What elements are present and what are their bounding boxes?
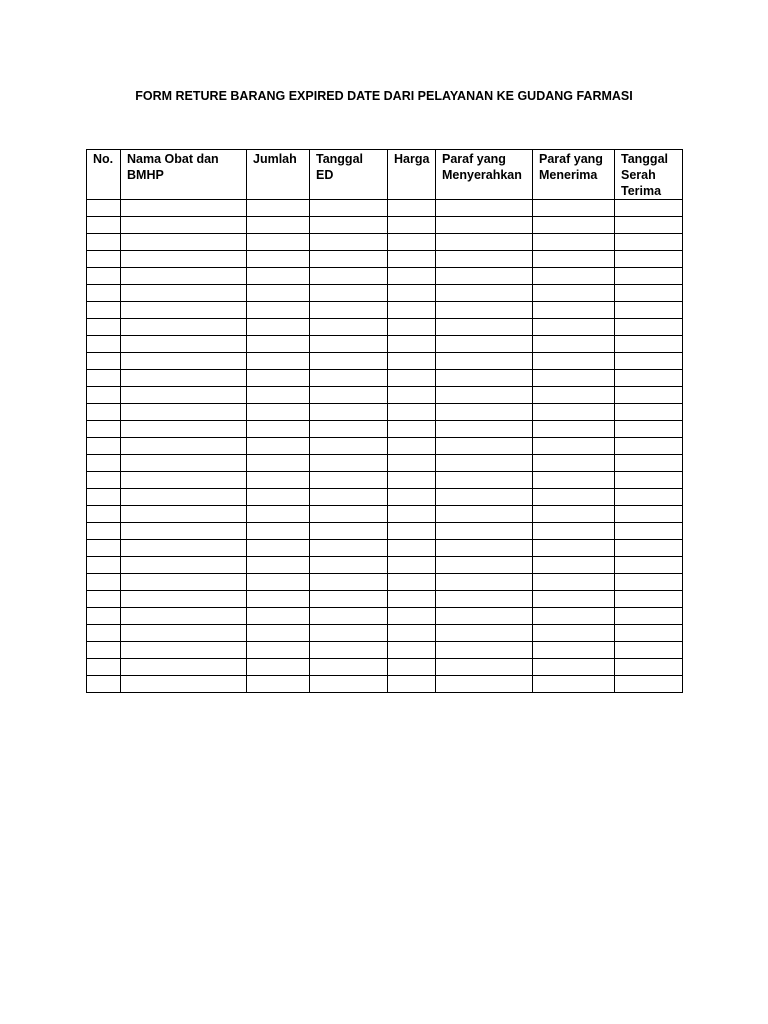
- table-cell: [388, 489, 436, 506]
- table-cell: [247, 506, 310, 523]
- table-cell: [615, 591, 683, 608]
- table-cell: [615, 455, 683, 472]
- table-cell: [310, 659, 388, 676]
- table-cell: [121, 200, 247, 217]
- table-cell: [87, 421, 121, 438]
- table-cell: [436, 370, 533, 387]
- table-cell: [436, 319, 533, 336]
- table-cell: [121, 659, 247, 676]
- table-cell: [533, 540, 615, 557]
- table-row: [87, 642, 683, 659]
- table-cell: [87, 489, 121, 506]
- table-cell: [533, 268, 615, 285]
- table-row: [87, 489, 683, 506]
- table-cell: [121, 523, 247, 540]
- table-cell: [310, 217, 388, 234]
- table-cell: [615, 404, 683, 421]
- table-cell: [121, 540, 247, 557]
- table-cell: [121, 591, 247, 608]
- table-cell: [87, 540, 121, 557]
- table-cell: [87, 336, 121, 353]
- table-cell: [310, 200, 388, 217]
- table-cell: [533, 251, 615, 268]
- table-cell: [615, 472, 683, 489]
- table-cell: [310, 625, 388, 642]
- table-cell: [436, 234, 533, 251]
- table-cell: [436, 523, 533, 540]
- table-cell: [310, 285, 388, 302]
- table-cell: [436, 200, 533, 217]
- table-cell: [388, 591, 436, 608]
- table-row: [87, 625, 683, 642]
- table-row: [87, 404, 683, 421]
- table-cell: [388, 540, 436, 557]
- table-cell: [310, 370, 388, 387]
- table-cell: [533, 319, 615, 336]
- table-cell: [310, 336, 388, 353]
- table-row: [87, 659, 683, 676]
- table-cell: [436, 285, 533, 302]
- table-cell: [533, 591, 615, 608]
- table-row: [87, 200, 683, 217]
- table-cell: [388, 574, 436, 591]
- table-cell: [247, 455, 310, 472]
- table-cell: [436, 217, 533, 234]
- table-row: [87, 608, 683, 625]
- table-row: [87, 506, 683, 523]
- table-cell: [121, 608, 247, 625]
- table-cell: [247, 404, 310, 421]
- table-row: [87, 676, 683, 693]
- table-cell: [121, 302, 247, 319]
- table-cell: [247, 591, 310, 608]
- table-cell: [310, 574, 388, 591]
- table-cell: [615, 642, 683, 659]
- table-cell: [436, 472, 533, 489]
- table-cell: [388, 319, 436, 336]
- table-row: [87, 353, 683, 370]
- table-cell: [388, 523, 436, 540]
- table-cell: [388, 472, 436, 489]
- table-cell: [121, 421, 247, 438]
- table-row: [87, 217, 683, 234]
- table-cell: [533, 574, 615, 591]
- table-cell: [436, 489, 533, 506]
- table-cell: [436, 302, 533, 319]
- table-row: [87, 472, 683, 489]
- table-cell: [533, 336, 615, 353]
- table-cell: [310, 676, 388, 693]
- table-cell: [533, 234, 615, 251]
- table-cell: [615, 438, 683, 455]
- table-cell: [121, 319, 247, 336]
- table-cell: [615, 234, 683, 251]
- table-cell: [436, 608, 533, 625]
- table-cell: [436, 455, 533, 472]
- table-cell: [87, 659, 121, 676]
- table-cell: [615, 302, 683, 319]
- table-body: [87, 200, 683, 693]
- table-cell: [388, 234, 436, 251]
- table-cell: [247, 336, 310, 353]
- table-row: [87, 438, 683, 455]
- table-cell: [87, 676, 121, 693]
- table-cell: [533, 200, 615, 217]
- table-cell: [436, 574, 533, 591]
- table-cell: [533, 438, 615, 455]
- table-cell: [121, 285, 247, 302]
- form-title: FORM RETURE BARANG EXPIRED DATE DARI PELAYANAN KE GUDANG FARMASI: [135, 89, 633, 103]
- table-cell: [247, 421, 310, 438]
- table-cell: [310, 591, 388, 608]
- table-cell: [533, 523, 615, 540]
- table-cell: [533, 421, 615, 438]
- table-cell: [310, 540, 388, 557]
- table-cell: [247, 200, 310, 217]
- table-cell: [615, 370, 683, 387]
- table-cell: [436, 642, 533, 659]
- table-cell: [87, 455, 121, 472]
- table-cell: [388, 268, 436, 285]
- table-cell: [388, 557, 436, 574]
- table-cell: [388, 217, 436, 234]
- table-cell: [121, 455, 247, 472]
- table-cell: [87, 557, 121, 574]
- table-cell: [247, 489, 310, 506]
- table-cell: [247, 234, 310, 251]
- table-cell: [436, 421, 533, 438]
- table-cell: [533, 302, 615, 319]
- table-cell: [388, 251, 436, 268]
- table-cell: [436, 591, 533, 608]
- table-cell: [310, 387, 388, 404]
- table-cell: [388, 676, 436, 693]
- header-handover-initial: Paraf yang Menyerahkan: [436, 150, 533, 200]
- table-cell: [533, 387, 615, 404]
- table-cell: [310, 523, 388, 540]
- table-row: [87, 336, 683, 353]
- table-cell: [247, 659, 310, 676]
- table-cell: [310, 404, 388, 421]
- table-cell: [388, 200, 436, 217]
- table-cell: [388, 506, 436, 523]
- table-cell: [87, 472, 121, 489]
- table-cell: [121, 336, 247, 353]
- table-cell: [615, 251, 683, 268]
- table-cell: [310, 642, 388, 659]
- table-cell: [436, 676, 533, 693]
- header-quantity: Jumlah: [247, 150, 310, 200]
- table-cell: [87, 591, 121, 608]
- table-cell: [533, 370, 615, 387]
- table-cell: [87, 234, 121, 251]
- table-cell: [87, 574, 121, 591]
- table-row: [87, 557, 683, 574]
- table-cell: [310, 302, 388, 319]
- table-row: [87, 540, 683, 557]
- header-handover-date: Tanggal Serah Terima: [615, 150, 683, 200]
- table-cell: [247, 217, 310, 234]
- table-cell: [310, 438, 388, 455]
- table-cell: [388, 285, 436, 302]
- table-cell: [247, 387, 310, 404]
- table-cell: [310, 421, 388, 438]
- table-cell: [121, 676, 247, 693]
- header-no: No.: [87, 150, 121, 200]
- table-cell: [533, 676, 615, 693]
- table-cell: [247, 574, 310, 591]
- table-cell: [121, 489, 247, 506]
- table-cell: [615, 336, 683, 353]
- table-cell: [615, 523, 683, 540]
- table-cell: [87, 251, 121, 268]
- table-cell: [121, 642, 247, 659]
- table-cell: [310, 353, 388, 370]
- table-cell: [121, 557, 247, 574]
- table-cell: [436, 353, 533, 370]
- table-cell: [388, 438, 436, 455]
- table-cell: [87, 625, 121, 642]
- table-cell: [436, 268, 533, 285]
- table-cell: [121, 217, 247, 234]
- table-cell: [87, 404, 121, 421]
- table-cell: [87, 268, 121, 285]
- table-cell: [87, 217, 121, 234]
- table-cell: [121, 625, 247, 642]
- table-cell: [310, 506, 388, 523]
- table-cell: [87, 370, 121, 387]
- table-row: [87, 387, 683, 404]
- table-cell: [247, 523, 310, 540]
- table-cell: [436, 506, 533, 523]
- table-cell: [436, 540, 533, 557]
- table-cell: [87, 608, 121, 625]
- table-cell: [615, 540, 683, 557]
- table-cell: [615, 353, 683, 370]
- table-cell: [533, 455, 615, 472]
- table-cell: [388, 353, 436, 370]
- table-cell: [436, 625, 533, 642]
- table-cell: [533, 625, 615, 642]
- table-cell: [87, 319, 121, 336]
- table-header-row: [87, 150, 683, 200]
- table-cell: [87, 523, 121, 540]
- table-row: [87, 285, 683, 302]
- table-row: [87, 421, 683, 438]
- table-cell: [247, 472, 310, 489]
- table-cell: [87, 506, 121, 523]
- table-cell: [615, 387, 683, 404]
- table-row: [87, 268, 683, 285]
- table-cell: [533, 489, 615, 506]
- table-cell: [436, 557, 533, 574]
- table-cell: [615, 268, 683, 285]
- table-cell: [533, 557, 615, 574]
- table-cell: [436, 387, 533, 404]
- table-row: [87, 251, 683, 268]
- table-cell: [87, 387, 121, 404]
- table-cell: [533, 608, 615, 625]
- table-cell: [310, 455, 388, 472]
- table-cell: [615, 625, 683, 642]
- table-cell: [388, 642, 436, 659]
- table-cell: [310, 234, 388, 251]
- table-cell: [121, 268, 247, 285]
- table-cell: [247, 642, 310, 659]
- table-cell: [121, 234, 247, 251]
- table-cell: [533, 404, 615, 421]
- table-cell: [87, 200, 121, 217]
- header-drug-name: Nama Obat dan BMHP: [121, 150, 247, 200]
- table-cell: [388, 302, 436, 319]
- table-cell: [247, 370, 310, 387]
- table-cell: [533, 506, 615, 523]
- table-row: [87, 455, 683, 472]
- table-cell: [388, 404, 436, 421]
- table-cell: [87, 302, 121, 319]
- table-cell: [533, 285, 615, 302]
- table-cell: [247, 353, 310, 370]
- table-cell: [310, 319, 388, 336]
- table-cell: [121, 251, 247, 268]
- table-cell: [310, 268, 388, 285]
- table-cell: [615, 676, 683, 693]
- table-row: [87, 302, 683, 319]
- table-row: [87, 319, 683, 336]
- table-cell: [615, 285, 683, 302]
- table-cell: [533, 353, 615, 370]
- table-row: [87, 523, 683, 540]
- table-row: [87, 234, 683, 251]
- header-price: Harga: [388, 150, 436, 200]
- table-cell: [121, 506, 247, 523]
- table-cell: [247, 438, 310, 455]
- table-cell: [533, 472, 615, 489]
- table-cell: [121, 370, 247, 387]
- return-form-table: [86, 149, 683, 693]
- table-cell: [310, 472, 388, 489]
- table-cell: [615, 574, 683, 591]
- table-cell: [615, 659, 683, 676]
- table-row: [87, 370, 683, 387]
- table-cell: [247, 302, 310, 319]
- table-cell: [615, 421, 683, 438]
- table-cell: [121, 387, 247, 404]
- table-cell: [615, 489, 683, 506]
- table-cell: [388, 336, 436, 353]
- table-cell: [247, 268, 310, 285]
- table-cell: [87, 285, 121, 302]
- table-cell: [87, 353, 121, 370]
- table-cell: [436, 251, 533, 268]
- table-cell: [388, 370, 436, 387]
- table-cell: [310, 557, 388, 574]
- table-cell: [615, 557, 683, 574]
- table-cell: [310, 489, 388, 506]
- header-receiver-initial: Paraf yang Menerima: [533, 150, 615, 200]
- table-cell: [533, 642, 615, 659]
- table-cell: [310, 608, 388, 625]
- table-cell: [87, 642, 121, 659]
- table-cell: [247, 251, 310, 268]
- table-cell: [388, 659, 436, 676]
- header-expiry-date: Tanggal ED: [310, 150, 388, 200]
- table-cell: [121, 438, 247, 455]
- table-cell: [436, 404, 533, 421]
- table-cell: [388, 625, 436, 642]
- table-cell: [615, 319, 683, 336]
- table-cell: [247, 319, 310, 336]
- table-cell: [247, 625, 310, 642]
- table-cell: [310, 251, 388, 268]
- table-cell: [436, 336, 533, 353]
- table-cell: [121, 404, 247, 421]
- table-cell: [247, 608, 310, 625]
- table-row: [87, 591, 683, 608]
- table-cell: [436, 438, 533, 455]
- table-cell: [247, 285, 310, 302]
- table-cell: [436, 659, 533, 676]
- table-cell: [87, 438, 121, 455]
- table-cell: [533, 659, 615, 676]
- table-cell: [388, 608, 436, 625]
- table-cell: [121, 472, 247, 489]
- table-cell: [247, 676, 310, 693]
- table-cell: [615, 200, 683, 217]
- table-cell: [247, 557, 310, 574]
- table-cell: [615, 506, 683, 523]
- table-cell: [388, 455, 436, 472]
- table-cell: [121, 574, 247, 591]
- table-cell: [388, 387, 436, 404]
- table-cell: [533, 217, 615, 234]
- table-cell: [121, 353, 247, 370]
- table-row: [87, 574, 683, 591]
- table-cell: [615, 217, 683, 234]
- table-cell: [388, 421, 436, 438]
- table-cell: [615, 608, 683, 625]
- table-cell: [247, 540, 310, 557]
